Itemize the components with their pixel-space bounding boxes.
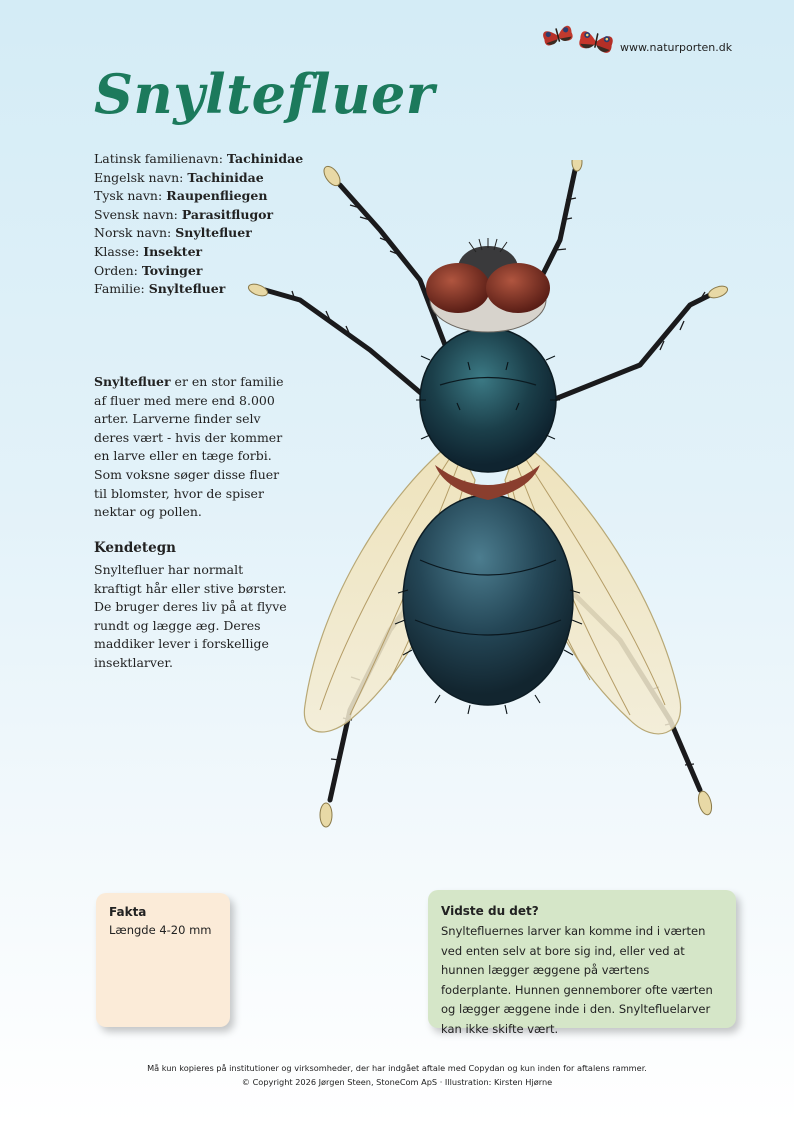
did-you-know-text: Snyltefluernes larver kan komme ind i værten ved enten selv at bore sig ind, eller ved at hunnen lægger æggene på værtens foderplante. Hunnen gennemborer ofte værten og lægger æggene inde i den. Snyltefluelarver kan ikke skifte vært. bbox=[441, 924, 713, 1036]
fact-label: Orden: bbox=[94, 262, 138, 278]
fakta-box bbox=[96, 893, 230, 1027]
fly-illustration bbox=[240, 160, 780, 850]
did-you-know-title: Vidste du det? bbox=[441, 904, 539, 918]
footer bbox=[0, 1061, 794, 1089]
kendetegn-text: Snyltefluer har normalt kraftigt hår eller stive børster. De bruger deres liv på at flyve rundt og lægge æg. Deres maddiker lever i forskellige insektlarver. bbox=[94, 562, 287, 670]
fact-label: Engelsk navn: bbox=[94, 169, 184, 185]
footer-copyright: © Copyright 2026 Jørgen Steen, StoneCom ApS · Illustration: Kirsten Hjørne bbox=[241, 1077, 553, 1087]
fact-value: Raupenfliegen bbox=[166, 188, 268, 204]
fact-value: Snyltefluer bbox=[175, 225, 252, 241]
fakta-text: Længde 4-20 mm bbox=[109, 923, 212, 937]
fact-value: Parasitflugor bbox=[181, 206, 274, 222]
fact-label: Klasse: bbox=[94, 243, 140, 259]
fact-value: Tovinger bbox=[141, 262, 203, 278]
kendetegn-heading: Kendetegn bbox=[94, 540, 176, 556]
description-text: er en stor familie af fluer med mere end 8.000 arter. Larverne finder selv deres vært - hvis der kommer en larve eller en tæge forbi. Som voksne søger disse fluer til blomster, hvor de spiser nektar og pollen. bbox=[94, 374, 284, 520]
fact-label: Svensk navn: bbox=[94, 206, 178, 222]
fact-label: Tysk navn: bbox=[94, 188, 163, 204]
fact-value: Tachinidae bbox=[226, 151, 304, 166]
footer-license: Må kun kopieres på institutioner og virksomheder, der har indgået aftale med Copydan og kun inden for aftalens rammer. bbox=[147, 1063, 647, 1073]
did-you-know-box bbox=[428, 890, 736, 1036]
website-url[interactable]: www.naturporten.dk bbox=[620, 41, 733, 54]
fact-value: Insekter bbox=[143, 243, 203, 259]
fakta-title: Fakta bbox=[109, 905, 147, 919]
fact-value: Snyltefluer bbox=[148, 281, 226, 297]
fact-label: Familie: bbox=[94, 281, 145, 297]
description-lead: Snyltefluer bbox=[94, 374, 171, 389]
page-title: Snyltefluer bbox=[94, 62, 435, 126]
fact-label: Norsk navn: bbox=[94, 225, 172, 241]
fact-value: Tachinidae bbox=[187, 169, 264, 185]
butterflies-icon bbox=[538, 16, 618, 58]
fact-label: Latinsk familienavn: bbox=[94, 151, 223, 166]
